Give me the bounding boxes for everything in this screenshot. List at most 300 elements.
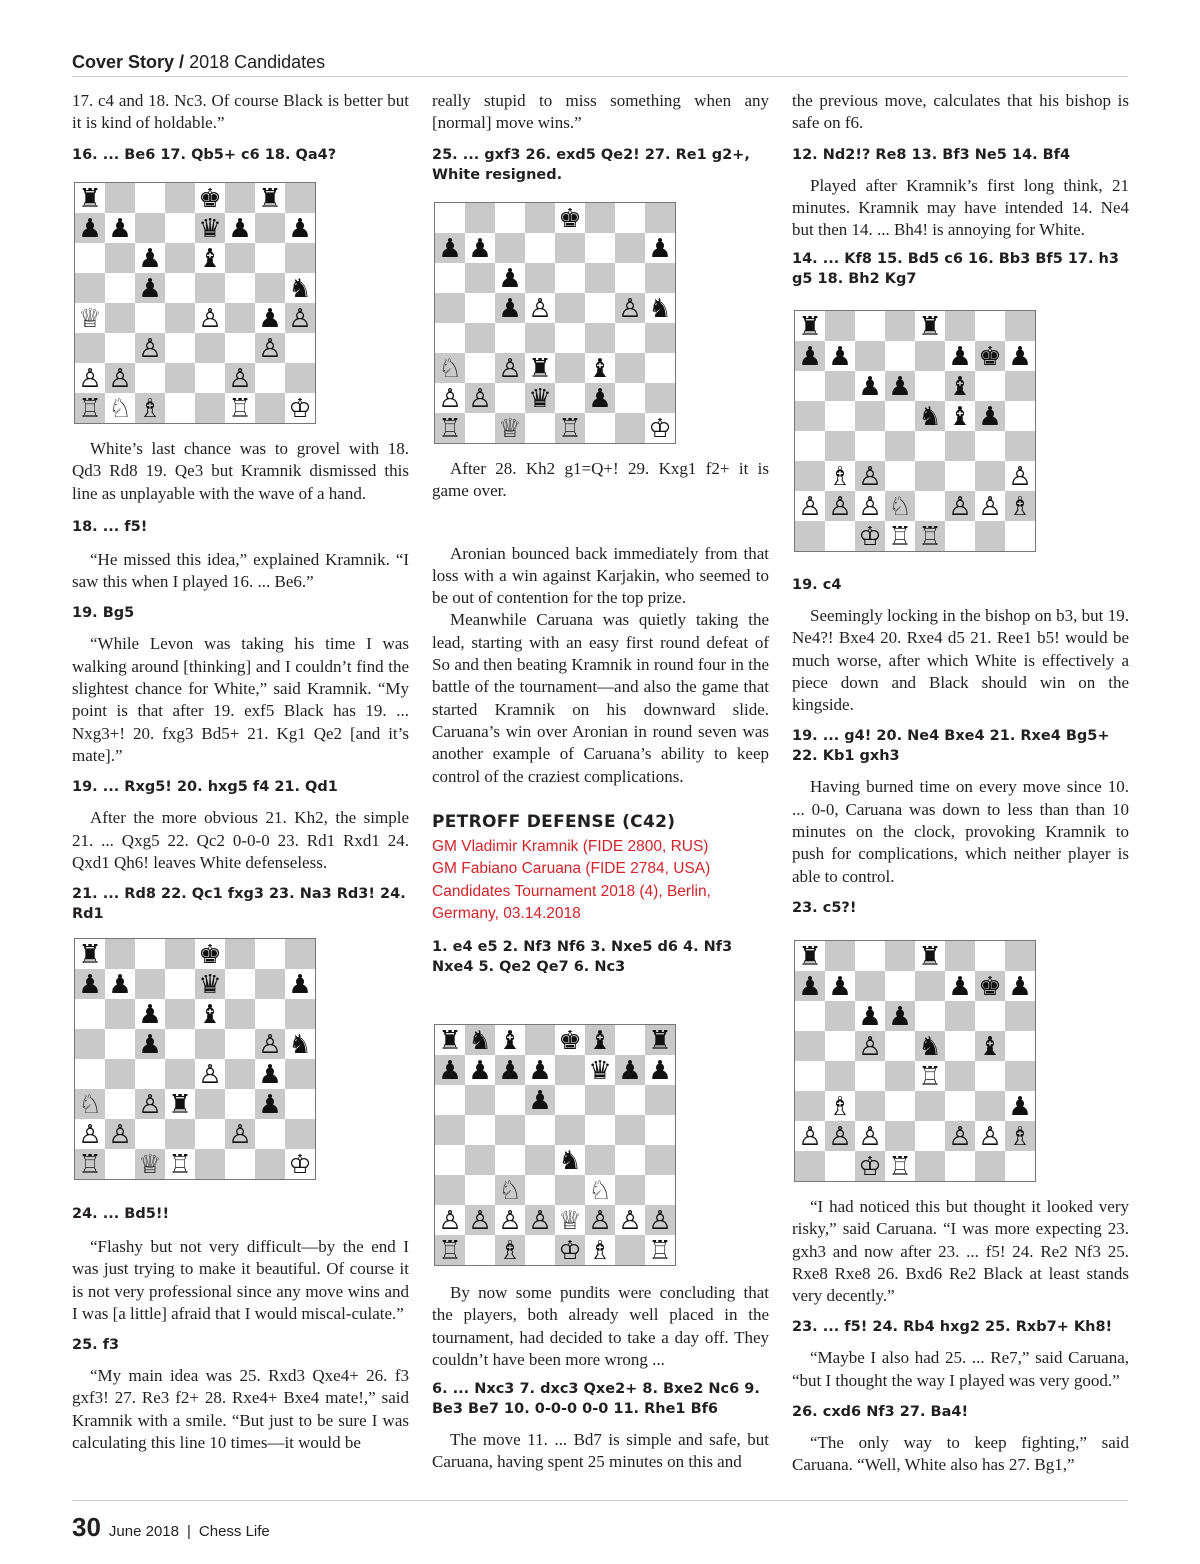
board-square <box>885 941 915 971</box>
black-pawn-icon: ♟ <box>438 234 462 264</box>
board-square <box>135 213 165 243</box>
board-square <box>195 273 225 303</box>
board-square <box>585 203 615 233</box>
board-square <box>105 243 135 273</box>
board-square <box>165 273 195 303</box>
white-pawn-icon: ♙ <box>288 304 312 334</box>
black-pawn-icon: ♟ <box>828 972 852 1002</box>
board-square <box>975 1151 1005 1181</box>
board-square <box>285 1089 315 1119</box>
board-square <box>615 233 645 263</box>
black-pawn-icon: ♟ <box>1008 1092 1032 1122</box>
move-line: 18. ... f5! <box>72 518 148 535</box>
board-square <box>75 1029 105 1059</box>
board-square <box>975 1061 1005 1091</box>
chess-board-svg <box>435 1025 675 1265</box>
black-pawn-icon: ♟ <box>858 1002 882 1032</box>
board-square <box>585 293 615 323</box>
black-knight-icon: ♞ <box>288 274 312 304</box>
issue-date: June 2018 <box>108 1523 179 1540</box>
board-square <box>885 311 915 341</box>
paragraph: “I had noticed this but thought it looked very risky,” said Caruana. “I was more expecting 23. gxh3 and now after 23. ... f5! 24. Re2 Nf3 25. Rxe8 Rxe8 26. Bxd6 Re2 Black at least stands very decently.” <box>792 1197 1129 1306</box>
board-square <box>1005 431 1035 461</box>
board-square <box>615 263 645 293</box>
board-square <box>645 203 675 233</box>
board-square <box>915 1121 945 1151</box>
chess-board-svg <box>435 203 675 443</box>
board-square <box>435 1175 465 1205</box>
move-line: 21. ... Rd8 22. Qc1 fxg3 23. Na3 Rd3! 24. Rd1 <box>72 886 406 923</box>
white-bishop-icon: ♗ <box>828 462 852 492</box>
board-square <box>285 183 315 213</box>
board-square <box>855 401 885 431</box>
column-2-bottom <box>432 1282 769 1474</box>
board-square <box>825 1151 855 1181</box>
board-square <box>975 1001 1005 1031</box>
black-queen-icon: ♛ <box>198 970 222 1000</box>
board-square <box>225 1089 255 1119</box>
board-square <box>435 203 465 233</box>
white-pawn-icon: ♙ <box>948 1122 972 1152</box>
board-square <box>465 1235 495 1265</box>
white-pawn-icon: ♙ <box>228 364 252 394</box>
black-rook-icon: ♜ <box>258 184 282 214</box>
white-pawn-icon: ♙ <box>948 492 972 522</box>
white-bishop-icon: ♗ <box>138 394 162 423</box>
running-header <box>72 52 325 73</box>
board-square <box>225 1149 255 1179</box>
board-square <box>555 323 585 353</box>
black-pawn-icon: ♟ <box>498 264 522 294</box>
board-square <box>795 401 825 431</box>
black-knight-icon: ♞ <box>918 402 942 432</box>
black-pawn-icon: ♟ <box>978 402 1002 432</box>
chess-diagram <box>794 940 1036 1182</box>
white-pawn-icon: ♙ <box>648 1206 672 1236</box>
white-bishop-icon: ♗ <box>498 1236 522 1265</box>
black-pawn-icon: ♟ <box>528 1086 552 1116</box>
board-square <box>615 1175 645 1205</box>
chess-board-svg <box>75 939 315 1179</box>
white-pawn-icon: ♙ <box>798 1122 822 1152</box>
board-square <box>495 233 525 263</box>
board-square <box>945 941 975 971</box>
board-square <box>825 1001 855 1031</box>
board-square <box>225 1029 255 1059</box>
board-square <box>945 461 975 491</box>
board-square <box>285 999 315 1029</box>
paragraph: “While Levon was taking his time I was walking around [thinking] and I couldn’t find the slightest chance for White,” said Kramnik. “My point is that after 19. exf5 Black has 19. ... Nxg3+! 20. fxg3 Bd5+ 21. Kg1 Qe2 [and it’s mate].” <box>72 634 409 765</box>
board-square <box>465 1175 495 1205</box>
board-square <box>285 243 315 273</box>
move-line: 23. c5?! <box>792 899 857 916</box>
board-square <box>255 213 285 243</box>
board-square <box>795 1061 825 1091</box>
board-square <box>645 1175 675 1205</box>
board-square <box>615 1145 645 1175</box>
black-pawn-icon: ♟ <box>828 342 852 372</box>
move-line: 14. ... Kf8 15. Bd5 c6 16. Bb3 Bf5 17. h3 g5 18. Bh2 Kg7 <box>792 251 1119 288</box>
paragraph: 17. c4 and 18. Nc3. Of course Black is better but it is kind of holdable.” <box>72 91 409 133</box>
board-square <box>825 1031 855 1061</box>
board-square <box>165 303 195 333</box>
board-square <box>255 939 285 969</box>
black-bishop-icon: ♝ <box>198 244 222 274</box>
board-square <box>465 1085 495 1115</box>
white-knight-icon: ♘ <box>888 492 912 522</box>
white-queen-icon: ♕ <box>138 1150 162 1179</box>
black-pawn-icon: ♟ <box>798 342 822 372</box>
chess-diagram <box>74 938 316 1180</box>
move-line: 1. e4 e5 2. Nf3 Nf6 3. Nxe5 d6 4. Nf3 Nxe4 5. Qe2 Qe7 6. Nc3 <box>432 939 733 976</box>
page-number: 30 <box>72 1512 101 1542</box>
board-square <box>75 333 105 363</box>
board-square <box>525 323 555 353</box>
black-pawn-icon: ♟ <box>798 972 822 1002</box>
white-rook-icon: ♖ <box>888 1152 912 1181</box>
board-square <box>255 969 285 999</box>
board-square <box>825 401 855 431</box>
white-pawn-icon: ♙ <box>618 294 642 324</box>
board-square <box>285 1059 315 1089</box>
board-square <box>195 1029 225 1059</box>
board-square <box>255 1119 285 1149</box>
board-square <box>555 383 585 413</box>
black-pawn-icon: ♟ <box>228 214 252 244</box>
board-square <box>195 1149 225 1179</box>
black-pawn-icon: ♟ <box>138 274 162 304</box>
white-pawn-icon: ♙ <box>438 1206 462 1236</box>
board-square <box>75 999 105 1029</box>
board-square <box>435 263 465 293</box>
black-pawn-icon: ♟ <box>258 1060 282 1090</box>
page-footer <box>72 1512 270 1543</box>
board-square <box>75 273 105 303</box>
column-2 <box>432 90 769 185</box>
board-square <box>945 1151 975 1181</box>
board-square <box>105 999 135 1029</box>
black-pawn-icon: ♟ <box>468 1056 492 1086</box>
black-pawn-icon: ♟ <box>258 1090 282 1120</box>
board-square <box>555 293 585 323</box>
board-square <box>645 263 675 293</box>
white-pawn-icon: ♙ <box>858 492 882 522</box>
board-square <box>465 263 495 293</box>
move-line: 19. c4 <box>792 577 842 593</box>
black-rook-icon: ♜ <box>798 942 822 972</box>
white-king-icon: ♔ <box>288 394 312 423</box>
board-square <box>645 323 675 353</box>
white-rook-icon: ♖ <box>78 1150 102 1179</box>
black-bishop-icon: ♝ <box>978 1032 1002 1062</box>
chess-board-svg <box>795 311 1035 551</box>
board-square <box>975 1091 1005 1121</box>
black-bishop-icon: ♝ <box>948 372 972 402</box>
white-knight-icon: ♘ <box>438 354 462 384</box>
white-knight-icon: ♘ <box>108 394 132 423</box>
black-knight-icon: ♞ <box>468 1026 492 1056</box>
board-square <box>465 353 495 383</box>
white-queen-icon: ♕ <box>558 1206 582 1236</box>
board-square <box>495 1115 525 1145</box>
header-rule <box>72 76 1128 77</box>
white-pawn-icon: ♙ <box>528 294 552 324</box>
move-line: 19. ... g4! 20. Ne4 Bxe4 21. Rxe4 Bg5+ 22. Kb1 gxh3 <box>792 728 1110 765</box>
board-square <box>255 363 285 393</box>
board-square <box>135 939 165 969</box>
board-square <box>1005 1001 1035 1031</box>
board-square <box>225 333 255 363</box>
white-pawn-icon: ♙ <box>798 492 822 522</box>
black-rook-icon: ♜ <box>918 312 942 342</box>
black-pawn-icon: ♟ <box>888 372 912 402</box>
white-pawn-icon: ♙ <box>858 1032 882 1062</box>
board-square <box>915 431 945 461</box>
black-pawn-icon: ♟ <box>588 384 612 414</box>
board-square <box>945 1031 975 1061</box>
board-square <box>105 1059 135 1089</box>
board-square <box>255 999 285 1029</box>
board-square <box>795 1001 825 1031</box>
black-pawn-icon: ♟ <box>138 244 162 274</box>
board-square <box>225 969 255 999</box>
board-square <box>915 1151 945 1181</box>
black-pawn-icon: ♟ <box>948 972 972 1002</box>
black-king-icon: ♚ <box>978 972 1002 1002</box>
board-square <box>855 311 885 341</box>
board-square <box>825 371 855 401</box>
board-square <box>135 303 165 333</box>
white-pawn-icon: ♙ <box>198 304 222 334</box>
board-square <box>1005 1151 1035 1181</box>
board-square <box>105 183 135 213</box>
board-square <box>495 323 525 353</box>
white-rook-icon: ♖ <box>888 522 912 551</box>
black-pawn-icon: ♟ <box>138 1000 162 1030</box>
black-queen-icon: ♛ <box>198 214 222 244</box>
black-pawn-icon: ♟ <box>528 1056 552 1086</box>
paragraph: the previous move, calculates that his bishop is safe on f6. <box>792 91 1129 133</box>
board-square <box>165 1119 195 1149</box>
board-square <box>195 1119 225 1149</box>
footer-separator: | <box>187 1523 191 1540</box>
board-square <box>795 1151 825 1181</box>
board-square <box>465 203 495 233</box>
paragraph: “Maybe I also had 25. ... Re7,” said Caruana, “but I thought the way I played was very good.” <box>792 1348 1129 1390</box>
board-square <box>825 431 855 461</box>
move-line: 23. ... f5! 24. Rb4 hxg2 25. Rxb7+ Kh8! <box>792 1319 1113 1336</box>
board-square <box>885 401 915 431</box>
board-square <box>165 363 195 393</box>
board-square <box>135 1119 165 1149</box>
black-rook-icon: ♜ <box>168 1090 192 1120</box>
black-pawn-icon: ♟ <box>648 234 672 264</box>
black-knight-icon: ♞ <box>288 1030 312 1060</box>
move-line: 19. Bg5 <box>72 605 135 622</box>
board-square <box>615 1025 645 1055</box>
board-square <box>555 263 585 293</box>
board-square <box>555 1085 585 1115</box>
topic-label: 2018 Candidates <box>189 52 326 72</box>
black-king-icon: ♚ <box>198 940 222 970</box>
board-square <box>285 1119 315 1149</box>
black-knight-icon: ♞ <box>558 1146 582 1176</box>
black-bishop-icon: ♝ <box>198 1000 222 1030</box>
board-square <box>585 1085 615 1115</box>
white-bishop-icon: ♗ <box>828 1092 852 1122</box>
paragraph: “The only way to keep fighting,” said Caruana. “Well, White also has 27. Bg1,” <box>792 1433 1129 1475</box>
board-square <box>435 1145 465 1175</box>
black-pawn-icon: ♟ <box>288 970 312 1000</box>
board-square <box>255 243 285 273</box>
board-square <box>1005 1061 1035 1091</box>
white-rook-icon: ♖ <box>228 394 252 423</box>
board-square <box>645 1085 675 1115</box>
white-pawn-icon: ♙ <box>618 1206 642 1236</box>
black-pawn-icon: ♟ <box>648 1056 672 1086</box>
board-square <box>555 353 585 383</box>
black-rook-icon: ♜ <box>648 1026 672 1056</box>
board-square <box>1005 311 1035 341</box>
board-square <box>615 383 645 413</box>
white-pawn-icon: ♙ <box>138 1090 162 1120</box>
board-square <box>885 1031 915 1061</box>
chess-diagram <box>74 182 316 424</box>
column-3-bottom <box>792 1196 1129 1477</box>
white-pawn-icon: ♙ <box>78 364 102 394</box>
board-square <box>585 413 615 443</box>
event-line: Germany, 03.14.2018 <box>432 905 581 923</box>
move-line: 12. Nd2!? Re8 13. Bf3 Ne5 14. Bf4 <box>792 146 1071 163</box>
board-square <box>825 1061 855 1091</box>
column-1-bottom <box>72 1204 409 1454</box>
board-square <box>135 363 165 393</box>
board-square <box>495 1145 525 1175</box>
board-square <box>225 273 255 303</box>
chess-board-svg <box>795 941 1035 1181</box>
white-knight-icon: ♘ <box>78 1090 102 1120</box>
board-square <box>225 999 255 1029</box>
black-pawn-icon: ♟ <box>78 970 102 1000</box>
black-queen-icon: ♛ <box>588 1056 612 1086</box>
board-square <box>615 323 645 353</box>
paragraph: Aronian bounced back immediately from that loss with a win against Karjakin, who seemed to be out of contention for the top prize. <box>432 543 769 608</box>
black-rook-icon: ♜ <box>918 942 942 972</box>
board-square <box>495 383 525 413</box>
board-square <box>525 263 555 293</box>
board-square <box>975 461 1005 491</box>
board-square <box>225 243 255 273</box>
board-square <box>465 293 495 323</box>
board-square <box>975 941 1005 971</box>
board-square <box>495 1085 525 1115</box>
white-rook-icon: ♖ <box>918 1062 942 1092</box>
white-pawn-icon: ♙ <box>828 492 852 522</box>
board-square <box>945 1091 975 1121</box>
board-square <box>945 1061 975 1091</box>
board-square <box>465 413 495 443</box>
black-pawn-icon: ♟ <box>288 214 312 244</box>
black-pawn-icon: ♟ <box>108 214 132 244</box>
black-rook-icon: ♜ <box>78 940 102 970</box>
black-rook-icon: ♜ <box>438 1026 462 1056</box>
white-rook-icon: ♖ <box>438 414 462 443</box>
white-pawn-icon: ♙ <box>858 1122 882 1152</box>
move-line: 25. f3 <box>72 1337 120 1354</box>
board-square <box>165 969 195 999</box>
board-square <box>255 1149 285 1179</box>
board-square <box>525 1115 555 1145</box>
board-square <box>1005 941 1035 971</box>
black-pawn-icon: ♟ <box>858 372 882 402</box>
white-pawn-icon: ♙ <box>588 1206 612 1236</box>
board-square <box>1005 401 1035 431</box>
board-square <box>855 971 885 1001</box>
board-square <box>915 1001 945 1031</box>
paragraph: The move 11. ... Bd7 is simple and safe, but Caruana, having spent 25 minutes on this and <box>432 1430 769 1472</box>
move-line: 24. ... Bd5!! <box>72 1206 170 1222</box>
board-square <box>555 1055 585 1085</box>
chess-board-svg <box>75 183 315 423</box>
board-square <box>885 1121 915 1151</box>
paragraph: “Flashy but not very difficult—by the end I was just trying to make it beautiful. Of course it is not very professional since any move wins and I was [a little] afraid that I would miscal-culate.” <box>72 1237 409 1323</box>
black-pawn-icon: ♟ <box>888 1002 912 1032</box>
move-line: 26. cxd6 Nf3 27. Ba4! <box>792 1404 969 1421</box>
board-square <box>795 431 825 461</box>
white-pawn-icon: ♙ <box>468 384 492 414</box>
board-square <box>885 431 915 461</box>
black-pawn-icon: ♟ <box>1008 342 1032 372</box>
board-square <box>615 1085 645 1115</box>
white-pawn-icon: ♙ <box>498 1206 522 1236</box>
white-pawn-icon: ♙ <box>468 1206 492 1236</box>
move-line: 19. ... Rxg5! 20. hxg5 f4 21. Qd1 <box>72 779 338 796</box>
board-square <box>585 1145 615 1175</box>
board-square <box>825 941 855 971</box>
white-bishop-icon: ♗ <box>1008 1122 1032 1152</box>
board-square <box>795 1031 825 1061</box>
white-king-icon: ♔ <box>858 1152 882 1181</box>
board-square <box>825 311 855 341</box>
board-square <box>525 1145 555 1175</box>
white-king-icon: ♔ <box>648 414 672 443</box>
white-pawn-icon: ♙ <box>438 384 462 414</box>
paragraph: Having burned time on every move since 10. ... 0-0, Caruana was down to less than than 10 minutes on the clock, provoking Kramnik to push for complications, which neither player is able to control. <box>792 777 1129 886</box>
white-pawn-icon: ♙ <box>498 354 522 384</box>
board-square <box>165 1059 195 1089</box>
board-square <box>1005 1031 1035 1061</box>
board-square <box>525 413 555 443</box>
board-square <box>555 233 585 263</box>
white-king-icon: ♔ <box>558 1236 582 1265</box>
board-square <box>885 341 915 371</box>
board-square <box>615 1235 645 1265</box>
board-square <box>855 1061 885 1091</box>
white-rook-icon: ♖ <box>558 414 582 443</box>
board-square <box>165 183 195 213</box>
black-queen-icon: ♛ <box>528 384 552 414</box>
white-bishop-icon: ♗ <box>588 1236 612 1265</box>
board-square <box>555 1175 585 1205</box>
board-square <box>945 1001 975 1031</box>
section-label: Cover Story / <box>72 52 185 72</box>
board-square <box>615 1115 645 1145</box>
black-pawn-icon: ♟ <box>108 970 132 1000</box>
board-square <box>135 183 165 213</box>
board-square <box>105 1029 135 1059</box>
board-square <box>915 341 945 371</box>
board-square <box>165 213 195 243</box>
